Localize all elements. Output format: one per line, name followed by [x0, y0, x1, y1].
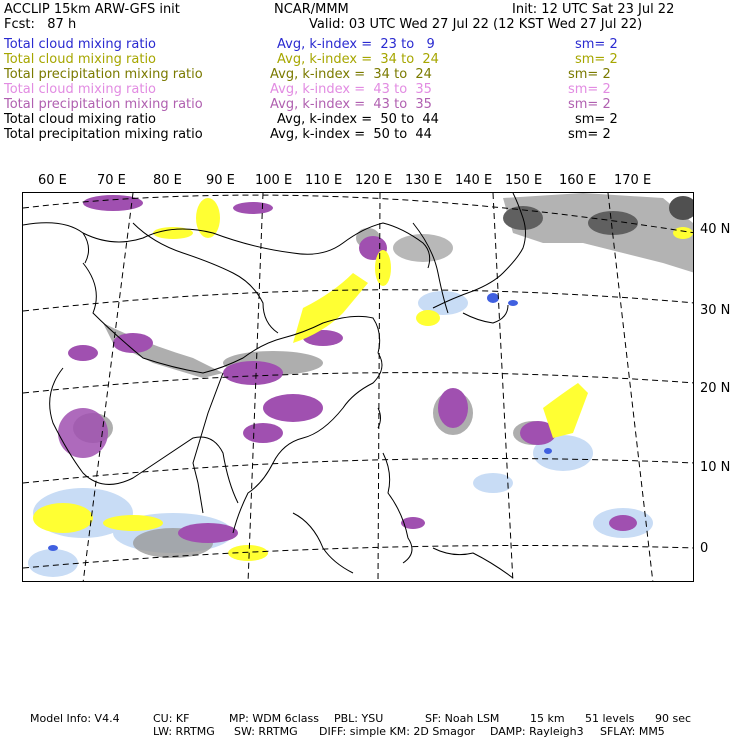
lat-label: 10 N [700, 460, 731, 475]
lon-label: 140 E [455, 173, 493, 188]
sw-scheme: SW: RRTMG [234, 725, 298, 738]
init-time: Init: 12 UTC Sat 23 Jul 22 [512, 2, 675, 17]
field-name: Total precipitation mixing ratio [4, 97, 203, 112]
field-name: Total cloud mixing ratio [4, 52, 157, 67]
levels: 51 levels [585, 712, 635, 725]
lon-label: 120 E [355, 173, 393, 188]
lon-label: 60 E [38, 173, 67, 188]
lat-label: 40 N [700, 222, 731, 237]
lon-label: 100 E [255, 173, 293, 188]
field-sm: sm= 2 [575, 37, 618, 52]
lon-label: 110 E [305, 173, 343, 188]
lw-scheme: LW: RRTMG [153, 725, 215, 738]
pbl-scheme: PBL: YSU [334, 712, 384, 725]
valid-time: Valid: 03 UTC Wed 27 Jul 22 (12 KST Wed 27 Jul 22) [309, 17, 643, 32]
field-avg: Avg, k-index = 50 to 44 [270, 127, 432, 142]
field-avg: Avg, k-index = 34 to 24 [270, 67, 432, 82]
damp-scheme: DAMP: Rayleigh3 [490, 725, 584, 738]
field-sm: sm= 2 [568, 127, 611, 142]
lon-label: 70 E [97, 173, 126, 188]
field-name: Total precipitation mixing ratio [4, 127, 203, 142]
field-avg: Avg, k-index = 23 to 9 [277, 37, 435, 52]
field-name: Total cloud mixing ratio [4, 37, 157, 52]
lat-label: 20 N [700, 381, 731, 396]
timestep: 90 sec [655, 712, 692, 725]
field-sm: sm= 2 [575, 52, 618, 67]
field-avg: Avg, k-index = 43 to 35 [270, 82, 432, 97]
resolution: 15 km [530, 712, 565, 725]
field-sm: sm= 2 [568, 67, 611, 82]
lat-label: 0 [700, 541, 709, 556]
field-avg: Avg, k-index = 50 to 44 [277, 112, 439, 127]
lon-label: 90 E [206, 173, 235, 188]
field-sm: sm= 2 [568, 82, 611, 97]
lon-label: 160 E [559, 173, 597, 188]
org-label: NCAR/MMM [274, 2, 349, 17]
field-sm: sm= 2 [575, 112, 618, 127]
forecast-hour: Fcst: 87 h [4, 17, 77, 32]
map-panel [22, 192, 694, 582]
lon-label: 80 E [153, 173, 182, 188]
field-name: Total precipitation mixing ratio [4, 67, 203, 82]
field-avg: Avg, k-index = 43 to 35 [270, 97, 432, 112]
lon-label: 150 E [505, 173, 543, 188]
field-avg: Avg, k-index = 34 to 24 [277, 52, 439, 67]
model-info: Model Info: V4.4 [30, 712, 120, 725]
model-title: ACCLIP 15km ARW-GFS init [4, 2, 180, 17]
map-svg [23, 193, 694, 582]
field-name: Total cloud mixing ratio [4, 82, 157, 97]
precipitation-shading [58, 195, 637, 543]
lon-label: 130 E [405, 173, 443, 188]
lon-label: 170 E [614, 173, 652, 188]
sf-scheme: SF: Noah LSM [425, 712, 500, 725]
field-sm: sm= 2 [568, 97, 611, 112]
diff-scheme: DIFF: simple KM: 2D Smagor [319, 725, 476, 738]
sflay-scheme: SFLAY: MM5 [600, 725, 665, 738]
cu-scheme: CU: KF [153, 712, 190, 725]
field-name: Total cloud mixing ratio [4, 112, 157, 127]
mp-scheme: MP: WDM 6class [229, 712, 319, 725]
lat-label: 30 N [700, 303, 731, 318]
